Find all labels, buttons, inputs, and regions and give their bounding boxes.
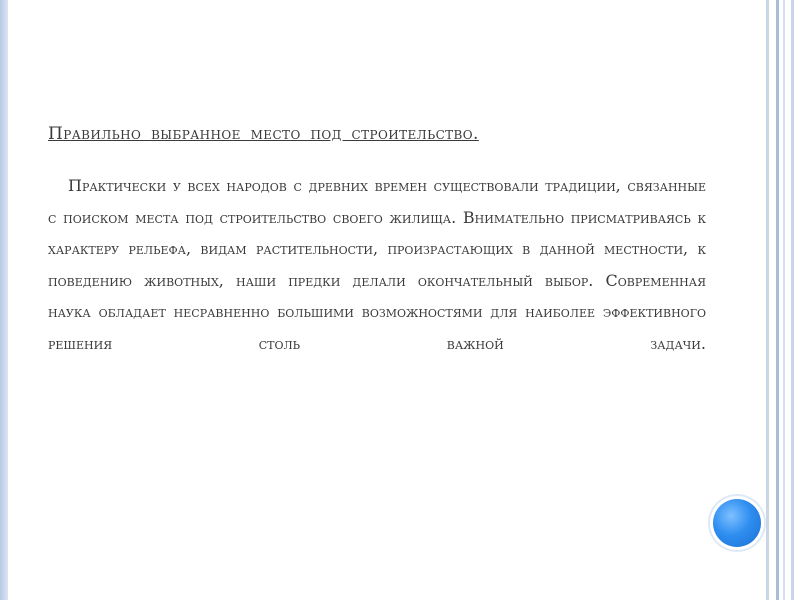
blue-circle-ornament bbox=[713, 499, 761, 547]
slide-content bbox=[48, 124, 706, 359]
right-decorative-line bbox=[776, 0, 779, 600]
slide-paragraph: Практически у всех народов с древних времен существовали традиции, связанные с поиском места под строительство своего жилища. Внимательно присматриваясь к характеру рельефа, видам растительности, произрастающих в данной местности, к поведению животных, наши предки делали окончательный выбор. Современная наука обладает несравненно большими возможностями для наиболее эффективного решения столь важной задачи. bbox=[48, 176, 706, 353]
slide-title: Правильно выбранное место под строительство. bbox=[48, 124, 479, 144]
right-decorative-line-thin bbox=[783, 0, 785, 600]
right-decorative-frame bbox=[766, 0, 794, 600]
left-decorative-bar bbox=[0, 0, 8, 600]
